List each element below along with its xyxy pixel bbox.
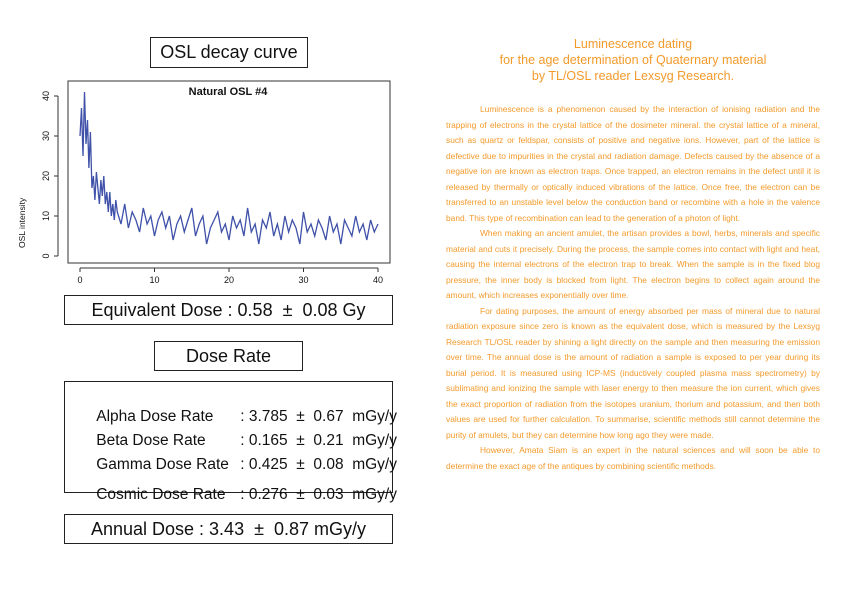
dose-rate-error: 0.08 [313,456,344,473]
y-axis [41,91,58,259]
x-tick-label: 30 [298,275,309,285]
dose-rate-title-box [154,341,303,371]
annual-dose-error: 0.87 [273,518,310,539]
dose-rate-table [64,381,397,503]
osl-title: OSL decay curve [160,42,298,62]
dose-rate-label: Beta Dose Rate [96,432,206,449]
article-paragraph: Luminescence is a phenomenon caused by the interaction of ionising radiation and the trapping of electrons in the crystal lattice of the dosimeter mineral. the crystal lattice of a mineral, such as quartz or feldspar, consists of positive and negative ions. However, part of the lattice is defective due to impurities in the crystal and radiation damage. Defects caused by the absence of a negative ion are known as electron traps. Once trapped, an electron remains in the defect until it is released by thermally or optically induced vibrations of the lattice. Once free, the electron can be transferred to an unstable level below the conduction band or recombine with a hole in the valence band. This type of recombination can lead to the generation of a photon of light. [446,104,820,223]
article-title-line: Luminescence dating [573,37,693,51]
annual-dose-box: Annual Dose : 3.43 ± 0.87 mGy/y [64,514,393,544]
osl-title-box [150,37,308,68]
annual-dose-label: Annual Dose [90,518,195,539]
dose-rate-value: 0.165 [248,432,288,449]
dose-rate-title: Dose Rate [185,345,272,366]
article-title [446,36,820,84]
x-tick-label: 20 [223,275,235,285]
article-body [446,102,820,474]
dose-rate-unit: mGy/y [352,408,397,425]
dose-rate-label: Alpha Dose Rate [96,408,214,425]
x-tick-label: 40 [372,275,384,285]
dose-rate-error: 0.67 [313,408,344,425]
equivalent-dose-label: Equivalent Dose [91,299,223,320]
y-tick-label: 10 [41,210,51,222]
y-tick-label: 0 [41,253,51,259]
dose-rate-value: 0.425 [248,456,288,473]
dose-rate-error: 0.03 [313,486,344,503]
y-tick-label: 40 [41,90,51,102]
osl-chart [14,78,394,290]
article [446,36,820,474]
dose-rate-value: 3.785 [248,408,288,425]
article-title-line: by TL/OSL reader Lexsyg Research. [531,69,735,83]
equivalent-dose-box: Equivalent Dose : 0.58 ± 0.08 Gy [64,295,393,325]
y-axis-label: OSL intensity [17,197,27,248]
x-axis [77,268,383,285]
equivalent-dose-error: 0.08 [302,299,338,320]
y-tick-label: 30 [41,130,51,142]
dose-rate-value: 0.276 [248,486,288,503]
equivalent-dose-unit: Gy [342,299,366,320]
dose-rate-error: 0.21 [313,432,344,449]
gamma-dose-row: Gamma Dose Rate : 0.425 ± 0.08 mGy/y [96,456,397,473]
article-paragraph: For dating purposes, the amount of energy absorbed per mass of mineral due to natural radiation exposure since zero is known as the equivalent dose, which is measured by the Lexsyg Research TL/OSL reader by shining a light directly on the sample and then measuring the emission over time. The annual dose is the amount of radiation a sample is exposed to per year during its burial period. It is measured using ICP-MS (inductively coupled plasma mass spectrometry) by sublimating and ionizing the sample with laser energy to then measure the ion current, which gives the exact proportion of radiation from the isotopes uranium, thorium and potassium, and then both values are used for further calculation. To summarise, scientific methods still cannot determine the purity of amulets, but they can determine how long ago they were made. [446,305,820,440]
equivalent-dose-value: 0.58 [237,299,273,320]
article-paragraph: However, Amata Siam is an expert in the natural sciences and will soon be able to determine the exact age of the antiques by combining scientific methods. [446,445,820,471]
chart-title: Natural OSL #4 [188,86,268,98]
article-paragraph: When making an ancient amulet, the artisan provides a bowl, herbs, minerals and specific material and cuts it precisely. During the process, the sample comes into contact with light and heat, causing the internal electrons of the electron trap to break. When the sample is in the fixed blog pressure, the inner body is blocked from light. The electron begins to collect again around the amount, which increases exponentially over time. [446,228,820,300]
article-title-line: for the age determination of Quaternary material [499,53,767,67]
x-tick-label: 10 [149,275,160,285]
x-tick-label: 0 [77,275,83,285]
beta-dose-row: Beta Dose Rate : 0.165 ± 0.21 mGy/y [96,432,397,449]
annual-dose-unit: mGy/y [314,518,367,539]
annual-dose-value: 3.43 [209,518,245,539]
cosmic-dose-row: Cosmic Dose Rate : 0.276 ± 0.03 mGy/y [96,486,397,503]
dose-rate-unit: mGy/y [352,432,397,449]
y-tick-label: 20 [41,170,51,182]
dose-rate-label: Cosmic Dose Rate [96,486,226,503]
dose-rate-unit: mGy/y [352,486,397,503]
alpha-dose-row: Alpha Dose Rate : 3.785 ± 0.67 mGy/y [96,408,397,425]
dose-rate-unit: mGy/y [352,456,397,473]
dose-rate-label: Gamma Dose Rate [96,456,229,473]
